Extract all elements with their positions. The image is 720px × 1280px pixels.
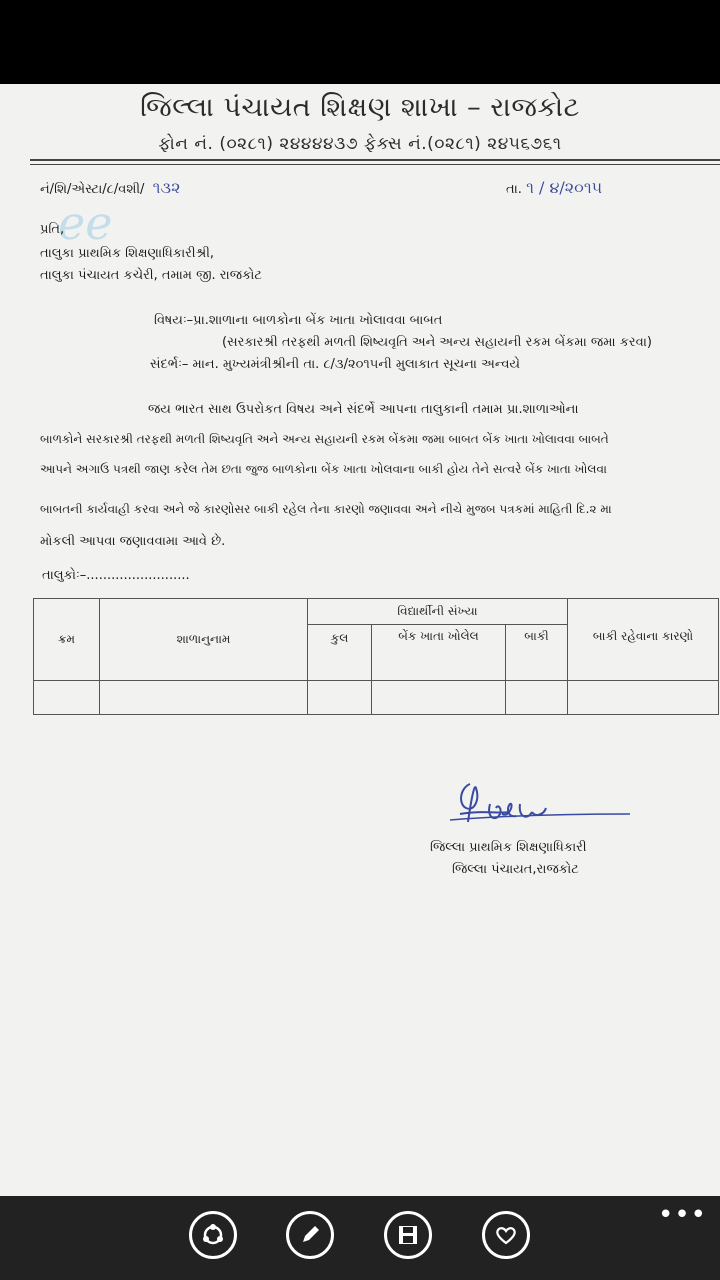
address-line-3: તાલુકા પંચાયત કચેરી, તમામ જી. રાજકોટ: [40, 268, 263, 283]
reference-prefix: નં/શિ/એસ્ટા/૮/વશી/: [40, 182, 145, 197]
save-button[interactable]: [384, 1211, 432, 1259]
letter-date: [506, 178, 602, 198]
table-cell: [34, 681, 100, 715]
subject-detail: (સરકારશ્રી તરફથી મળતી શિષ્યવૃતિ અને અન્ય સહાયની રકમ બેંકમા જમા કરવા): [222, 335, 652, 350]
reference-handwritten-number: ૧૩૨: [152, 178, 181, 197]
letterhead-title: જિલ્લા પંચાયત શિક્ષણ શાખા – રાજકોટ: [140, 92, 580, 123]
date-prefix: તા.: [506, 182, 522, 197]
favorite-icon: [493, 1222, 519, 1248]
body-line-2: બાળકોને સરકારશ્રી તરફથી મળતી શિષ્યવૃતિ અને અન્ય સહાયની રકમ બેંકમા જમા બાબત બેંક ખાતા ખોલાવવા બાબતે: [40, 432, 609, 446]
table-header-opened: બેંક ખાતા ખોલેલ: [372, 625, 506, 681]
save-icon: [395, 1222, 421, 1248]
document-image: [0, 84, 720, 1196]
reference-number: [40, 178, 180, 198]
letterhead-phone: ફોન નં. (૦૨૮૧) ૨૪૪૪૪૩૭ ફેક્સ નં.(૦૨૮૧) ૨૪૫૬૭૬૧: [158, 134, 562, 154]
table-header-total: કુલ: [308, 625, 372, 681]
table-header-kram: ક્રમ: [34, 599, 100, 681]
favorite-button[interactable]: [482, 1211, 530, 1259]
header-rule-thin: [30, 164, 720, 165]
subject-line: વિષયઃ–પ્રા.શાળાના બાળકોના બેંક ખાતા ખોલાવવા બાબત: [154, 313, 443, 328]
edit-icon: [297, 1222, 323, 1248]
body-line-1: જય ભારત સાથ ઉપરોકત વિષય અને સંદર્ભે આપના તાલુકાની તમામ પ્રા.શાળાઓના: [148, 402, 579, 417]
table-header-remaining: બાકી: [506, 625, 568, 681]
reference-line: સંદર્ભઃ– માન. મુખ્યમંત્રીશ્રીની તા. ૮/૩/૨૦૧૫ની મુલાકાત સૂચના અન્વયે: [150, 357, 521, 372]
table-cell: [100, 681, 308, 715]
signature-scribble: [440, 774, 640, 844]
body-line-4: બાબતની કાર્યવાહી કરવા અને જે કારણોસર બાકી રહેલ તેના કારણો જણાવવા અને નીચે મુજબ પત્રકમાં માહિતી દિ.૨ મા: [40, 502, 612, 516]
table-cell: [372, 681, 506, 715]
table-cell: [506, 681, 568, 715]
body-line-5: મોકલી આપવા જણાવવામા આવે છે.: [40, 534, 226, 549]
taluka-field: તાલુકોઃ–.........................: [42, 568, 190, 583]
table-header-blank: [568, 599, 719, 625]
inward-stamp: ee: [58, 196, 113, 250]
app-bar: [0, 1196, 720, 1280]
share-button[interactable]: [189, 1211, 237, 1259]
address-line-1: પ્રતિ,: [40, 222, 65, 237]
table-header-reasons: બાકી રહેવાના કારણો: [568, 625, 719, 681]
address-line-2: તાલુકા પ્રાથમિક શિક્ષણાધિકારીશ્રી,: [40, 246, 215, 261]
edit-button[interactable]: [286, 1211, 334, 1259]
date-handwritten-value: ૧ / ૪/૨૦૧૫: [526, 178, 603, 197]
table-row: [34, 681, 719, 715]
signatory-office: જિલ્લા પંચાયત,રાજકોટ: [452, 862, 579, 877]
table-header-students: વિદ્યાર્થીની સંખ્યા: [308, 599, 568, 625]
more-options-button[interactable]: •••: [658, 1200, 708, 1230]
header-rule: [30, 159, 720, 161]
signatory-designation: જિલ્લા પ્રાથમિક શિક્ષણાધિકારી: [430, 840, 587, 855]
table-cell: [568, 681, 719, 715]
student-count-table: [33, 598, 719, 715]
table-cell: [308, 681, 372, 715]
table-header-school: શાળાનુનામ: [100, 599, 308, 681]
share-icon: [200, 1222, 226, 1248]
body-line-3: આપને અગાઉ પત્રથી જાણ કરેલ તેમ છતા જુજ બાળકોના બેંક ખાતા ખોલવાના બાકી હોય તેને સત્વરે બેંક ખાતા ખોલવા: [40, 462, 607, 476]
